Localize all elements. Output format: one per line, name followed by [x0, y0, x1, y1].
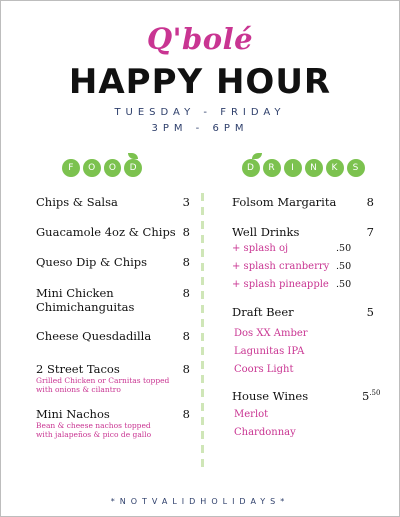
food-item-price: 8	[182, 255, 190, 269]
drink-item-name: Draft Beer	[232, 305, 294, 319]
drink-item-name: Well Drinks	[232, 225, 300, 239]
beer-option: Coors Light	[234, 364, 294, 375]
beer-option: Dos XX Amber	[234, 328, 308, 339]
drinks-heading	[240, 157, 366, 179]
food-item-name: Chimichanguitas	[36, 300, 135, 314]
drink-addon-name: + splash pineapple	[232, 279, 329, 290]
food-item-name: Chips & Salsa	[36, 195, 118, 209]
drink-addon-name: + splash oj	[232, 243, 289, 254]
beer-option: Lagunitas IPA	[234, 346, 305, 357]
brand-logo: Q'bolé	[146, 22, 254, 56]
column-divider	[201, 193, 204, 473]
food-item-price: 8	[182, 362, 190, 376]
footer-note: *NOTVALIDHOLIDAYS*	[110, 497, 290, 506]
page-title: HAPPY HOUR	[68, 62, 332, 102]
drinks-letter: D	[242, 159, 260, 177]
wine-price-main: 5	[362, 389, 370, 403]
food-letter: O	[83, 159, 101, 177]
food-item-price: 3	[182, 195, 190, 209]
food-item-price: 8	[182, 329, 190, 343]
food-item-name: Guacamole 4oz & Chips	[36, 225, 176, 239]
drink-addon-price: .50	[336, 279, 352, 290]
drinks-letter: I	[284, 159, 302, 177]
food-item-name: Cheese Quesdadilla	[36, 329, 152, 343]
food-item-name: Mini Chicken	[36, 286, 114, 300]
food-heading	[62, 157, 142, 179]
food-item-price: 8	[182, 225, 190, 239]
drinks-letter: S	[347, 159, 365, 177]
food-item-description: with jalapeños & pico de gallo	[36, 430, 152, 439]
drink-item-name: Folsom Margarita	[232, 195, 337, 209]
food-item-description: Grilled Chicken or Carnitas topped	[36, 376, 170, 385]
drink-addon-price: .50	[336, 243, 352, 254]
drink-item-price	[362, 389, 380, 403]
food-letter: F	[62, 159, 80, 177]
wine-price-sup: .50	[369, 389, 381, 398]
drink-item-price: 8	[366, 195, 374, 209]
food-item-name: 2 Street Tacos	[36, 362, 120, 376]
days-text: TUESDAY - FRIDAY	[114, 107, 286, 118]
food-item-description: Bean & cheese nachos topped	[36, 421, 151, 430]
drink-item-price: 7	[366, 225, 374, 239]
drinks-letter: N	[305, 159, 323, 177]
food-item-price: 8	[182, 286, 190, 300]
drink-addon-name: + splash cranberry	[232, 261, 330, 272]
food-item-name: Mini Nachos	[36, 407, 110, 421]
food-item-description: with onions & cilantro	[36, 385, 121, 394]
wine-option: Merlot	[234, 409, 269, 420]
drinks-letter: R	[263, 159, 281, 177]
food-letter: D	[124, 159, 142, 177]
drink-addon-price: .50	[336, 261, 352, 272]
time-text: 3PM - 6PM	[151, 123, 249, 134]
wine-option: Chardonnay	[234, 427, 296, 438]
drink-item-name: House Wines	[232, 389, 309, 403]
drinks-letter: K	[326, 159, 344, 177]
food-item-price: 8	[182, 407, 190, 421]
food-letter: O	[104, 159, 122, 177]
drink-item-price: 5	[366, 305, 374, 319]
food-item-name: Queso Dip & Chips	[36, 255, 148, 269]
